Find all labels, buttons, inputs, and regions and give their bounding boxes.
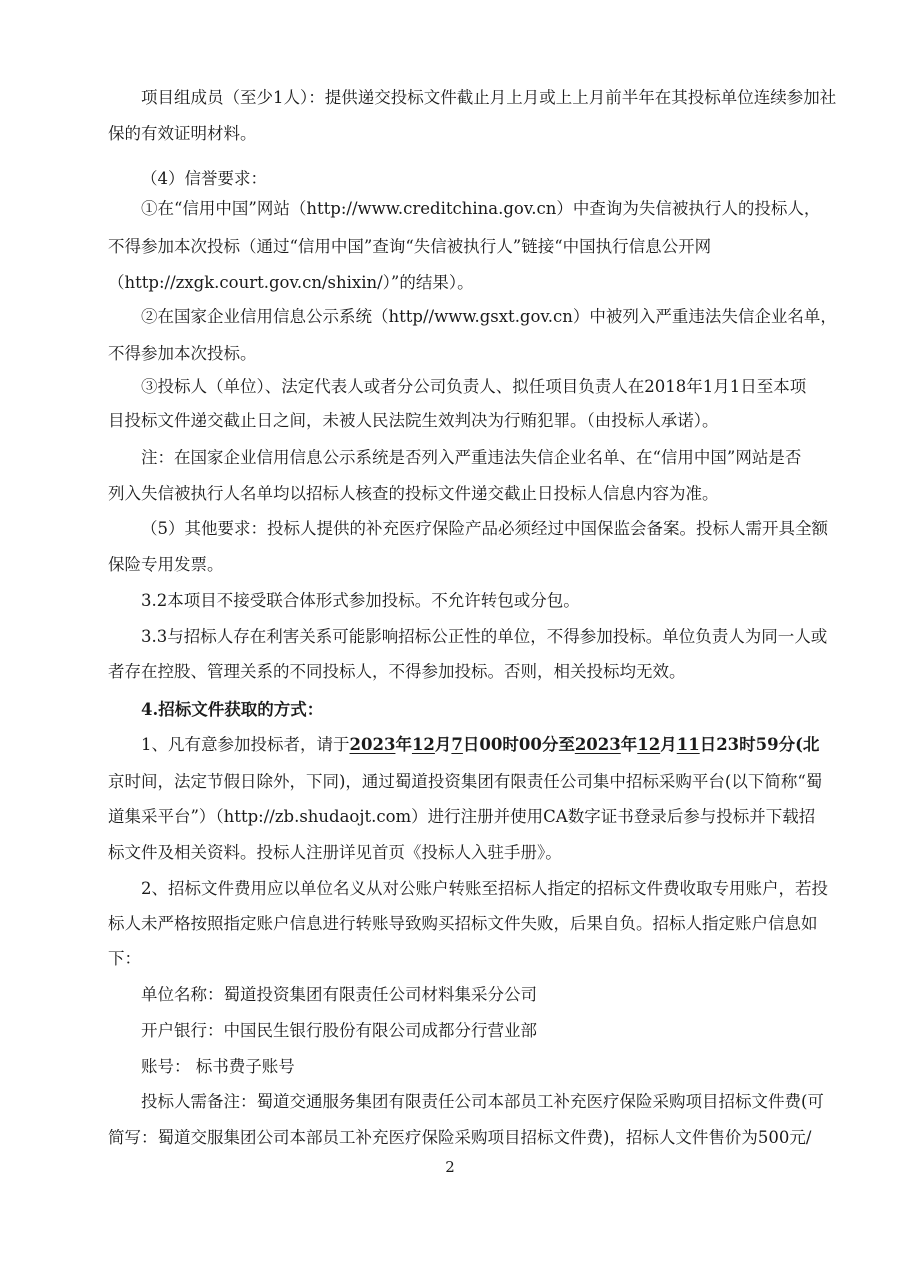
account-name: 单位名称：蜀道投资集团有限责任公司材料集采分公司: [141, 985, 537, 1004]
text-line: 标文件及相关资料。投标人注册详见首页《投标人入驻手册》。: [108, 843, 562, 862]
text-line: 下：: [108, 949, 141, 968]
text-run: 年: [620, 735, 638, 754]
text-line: ③投标人（单位）、法定代表人或者分公司负责人、拟任项目负责人在2018年1月1日至本项: [141, 377, 807, 396]
account-number: 账号： 标书费子账号: [141, 1057, 295, 1076]
text-line: 投标人需备注：蜀道交通服务集团有限责任公司本部员工补充医疗保险采购项目招标文件费(可: [141, 1092, 824, 1111]
text-line: （5）其他要求：投标人提供的补充医疗保险产品必须经过中国保监会备案。投标人需开具全额: [141, 519, 828, 538]
text-line: 2、招标文件费用应以单位名义从对公账户转账至招标人指定的招标文件费收取专用账户，若投: [141, 879, 828, 898]
start-month: 12: [411, 735, 435, 754]
end-day: 11: [676, 735, 700, 754]
start-day: 7: [451, 735, 463, 754]
page-number: 2: [445, 1158, 455, 1176]
text-line: 者存在控股、管理关系的不同投标人，不得参加投标。否则，相关投标均无效。: [108, 662, 686, 681]
text-line: 道集采平台”）（http://zb.shudaojt.com）进行注册并使用CA数字证书登录后参与投标并下载招: [108, 807, 816, 826]
text-line: 保的有效证明材料。: [108, 124, 257, 143]
text-run: 月: [434, 735, 452, 754]
text-line: 京时间，法定节假日除外，下同)，通过蜀道投资集团有限责任公司集中招标采购平台(以下简称“蜀: [108, 772, 823, 791]
start-year: 2023: [349, 735, 396, 754]
text-run: 日23时59分(北: [699, 735, 820, 754]
text-line: ①在“信用中国”网站（http://www.creditchina.gov.cn）中查询为失信被执行人的投标人，: [141, 199, 821, 218]
text-run: 月: [660, 735, 677, 754]
text-line: 3.3与招标人存在利害关系可能影响招标公正性的单位，不得参加投标。单位负责人为同一人或: [141, 627, 828, 646]
text-line: 不得参加本次投标。: [108, 344, 257, 363]
text-line: 列入失信被执行人名单均以招标人核查的投标文件递交截止日投标人信息内容为准。: [108, 484, 719, 503]
text-line: 目投标文件递交截止日之间，未被人民法院生效判决为行贿犯罪。（由投标人承诺）。: [108, 411, 719, 430]
text-run: 1、凡有意参加投标者，请于: [141, 735, 350, 754]
text-run: 年: [395, 735, 412, 754]
text-line: （4）信誉要求：: [141, 169, 267, 188]
text-line: （http://zxgk.court.gov.cn/shixin/）”的结果）。: [108, 273, 474, 292]
text-line: 不得参加本次投标（通过“信用中国”查询“失信被执行人”链接“中国执行信息公开网: [108, 237, 712, 256]
end-month: 12: [637, 735, 661, 754]
text-line: 简写：蜀道交服集团公司本部员工补充医疗保险采购项目招标文件费)，招标人文件售价为500元/: [108, 1128, 812, 1147]
text-line: ②在国家企业信用信息公示系统（http//www.gsxt.gov.cn）中被列入严重违法失信企业名单，: [141, 307, 837, 326]
end-year: 2023: [574, 735, 621, 754]
text-line: 注：在国家企业信用信息公示系统是否列入严重违法失信企业名单、在“信用中国”网站是否: [141, 448, 802, 467]
text-line: 3.2本项目不接受联合体形式参加投标。不允许转包或分包。: [141, 591, 580, 610]
date-line: [141, 734, 819, 756]
text-line: 标人未严格按照指定账户信息进行转账导致购买招标文件失败，后果自负。招标人指定账户信息如: [108, 914, 818, 933]
text-line: 保险专用发票。: [108, 555, 224, 574]
text-line: 项目组成员（至少1人）：提供递交投标文件截止月上月或上上月前半年在其投标单位连续参加社: [141, 88, 837, 107]
account-bank: 开户银行：中国民生银行股份有限公司成都分行营业部: [141, 1021, 537, 1040]
section-heading: 4.招标文件获取的方式：: [141, 700, 324, 719]
text-run: 日00时00分至: [462, 735, 575, 754]
